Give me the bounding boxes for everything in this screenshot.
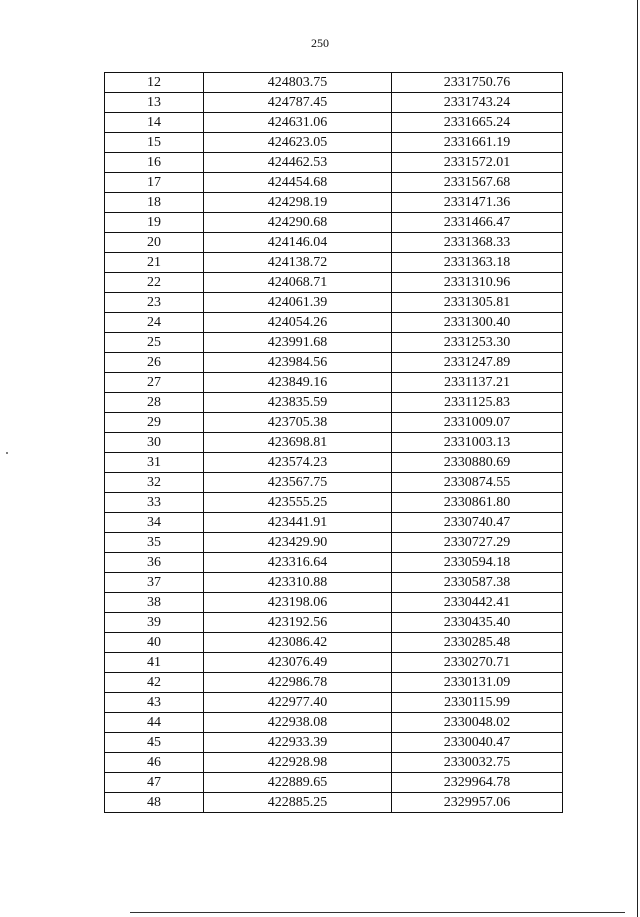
x-coordinate-value: 424623.05 [267,135,328,150]
x-coordinate-value: 423991.68 [267,335,328,350]
point-number-cell [105,433,204,453]
y-coordinate-cell [392,373,563,393]
point-number-cell [105,493,204,513]
y-coordinate-value: 2329957.06 [443,795,511,810]
x-coordinate-cell [204,453,392,473]
x-coordinate-cell [204,593,392,613]
x-coordinate-cell [204,473,392,493]
point-number-value: 20 [147,235,161,250]
point-number-cell [105,773,204,793]
point-number-value: 40 [147,635,161,650]
table-row [105,413,563,433]
y-coordinate-cell [392,693,563,713]
table-row [105,333,563,353]
y-coordinate-cell [392,133,563,153]
point-number-value: 48 [147,795,161,810]
y-coordinate-value: 2330131.09 [443,675,511,690]
point-number-cell [105,133,204,153]
table-row [105,153,563,173]
y-coordinate-value: 2330032.75 [443,755,511,770]
point-number-value: 45 [147,735,161,750]
point-number-cell [105,233,204,253]
x-coordinate-value: 423574.23 [267,455,328,470]
table-row [105,213,563,233]
y-coordinate-value: 2330874.55 [443,475,511,490]
point-number-cell [105,413,204,433]
point-number-value: 21 [147,255,161,270]
point-number-value: 29 [147,415,161,430]
point-number-value: 16 [147,155,161,170]
y-coordinate-value: 2331750.76 [443,75,511,90]
table-row [105,593,563,613]
y-coordinate-value: 2330861.80 [443,495,511,510]
x-coordinate-value: 424454.68 [267,175,328,190]
y-coordinate-cell [392,213,563,233]
y-coordinate-value: 2330040.47 [443,735,511,750]
x-coordinate-value: 423429.90 [267,535,328,550]
point-number-value: 36 [147,555,161,570]
y-coordinate-cell [392,273,563,293]
point-number-cell [105,453,204,473]
point-number-value: 33 [147,495,161,510]
x-coordinate-value: 423835.59 [267,395,328,410]
point-number-cell [105,173,204,193]
y-coordinate-cell [392,593,563,613]
x-coordinate-cell [204,133,392,153]
x-coordinate-cell [204,793,392,813]
x-coordinate-cell [204,713,392,733]
y-coordinate-value: 2331661.19 [443,135,511,150]
y-coordinate-cell [392,713,563,733]
point-number-value: 28 [147,395,161,410]
y-coordinate-value: 2331125.83 [444,395,510,410]
y-coordinate-cell [392,453,563,473]
y-coordinate-value: 2331009.07 [443,415,511,430]
coordinates-table-body [105,73,563,813]
y-coordinate-cell [392,653,563,673]
x-coordinate-value: 423705.38 [267,415,328,430]
y-coordinate-cell [392,73,563,93]
point-number-value: 14 [147,115,161,130]
x-coordinate-cell [204,93,392,113]
table-row [105,173,563,193]
x-coordinate-value: 422986.78 [267,675,328,690]
table-row [105,273,563,293]
point-number-value: 31 [147,455,161,470]
point-number-cell [105,293,204,313]
y-coordinate-value: 2331253.30 [443,335,511,350]
point-number-value: 46 [147,755,161,770]
point-number-cell [105,373,204,393]
x-coordinate-cell [204,153,392,173]
table-row [105,113,563,133]
x-coordinate-cell [204,293,392,313]
point-number-value: 26 [147,355,161,370]
x-coordinate-value: 424803.75 [267,75,328,90]
y-coordinate-value: 2331305.81 [443,295,511,310]
x-coordinate-cell [204,493,392,513]
x-coordinate-cell [204,393,392,413]
point-number-cell [105,353,204,373]
y-coordinate-value: 2331665.24 [443,115,511,130]
table-row [105,733,563,753]
point-number-cell [105,553,204,573]
point-number-value: 22 [147,275,161,290]
point-number-value: 32 [147,475,161,490]
x-coordinate-value: 424061.39 [267,295,328,310]
point-number-value: 19 [147,215,161,230]
point-number-cell [105,793,204,813]
x-coordinate-cell [204,513,392,533]
table-row [105,353,563,373]
coordinates-table [104,72,563,813]
y-coordinate-cell [392,393,563,413]
y-coordinate-value: 2330740.47 [443,515,511,530]
y-coordinate-value: 2331003.13 [443,435,511,450]
point-number-cell [105,673,204,693]
y-coordinate-cell [392,613,563,633]
table-row [105,313,563,333]
point-number-cell [105,753,204,773]
table-row [105,453,563,473]
x-coordinate-value: 422928.98 [267,755,328,770]
x-coordinate-value: 423316.64 [267,555,328,570]
point-number-cell [105,313,204,333]
point-number-value: 41 [147,655,161,670]
y-coordinate-cell [392,493,563,513]
y-coordinate-value: 2331466.47 [443,215,511,230]
y-coordinate-cell [392,333,563,353]
point-number-cell [105,613,204,633]
y-coordinate-cell [392,353,563,373]
x-coordinate-cell [204,633,392,653]
point-number-cell [105,733,204,753]
x-coordinate-value: 423192.56 [267,615,328,630]
point-number-cell [105,713,204,733]
x-coordinate-value: 424290.68 [267,215,328,230]
y-coordinate-cell [392,233,563,253]
table-row [105,93,563,113]
x-coordinate-cell [204,73,392,93]
point-number-value: 34 [147,515,161,530]
x-coordinate-cell [204,653,392,673]
x-coordinate-value: 423076.49 [267,655,328,670]
point-number-cell [105,473,204,493]
x-coordinate-cell [204,313,392,333]
x-coordinate-cell [204,533,392,553]
y-coordinate-value: 2330594.18 [443,555,511,570]
table-row [105,193,563,213]
x-coordinate-cell [204,733,392,753]
point-number-cell [105,533,204,553]
point-number-value: 18 [147,195,161,210]
table-row [105,713,563,733]
point-number-cell [105,393,204,413]
x-coordinate-value: 423698.81 [267,435,328,450]
table-row [105,473,563,493]
y-coordinate-value: 2330727.29 [443,535,511,550]
table-row [105,513,563,533]
point-number-value: 25 [147,335,161,350]
y-coordinate-value: 2331572.01 [443,155,511,170]
table-row [105,773,563,793]
x-coordinate-cell [204,233,392,253]
y-coordinate-value: 2331363.18 [443,255,511,270]
x-coordinate-cell [204,253,392,273]
x-coordinate-value: 422889.65 [267,775,328,790]
x-coordinate-cell [204,553,392,573]
x-coordinate-cell [204,773,392,793]
x-coordinate-value: 424146.04 [267,235,328,250]
table-row [105,753,563,773]
point-number-value: 17 [147,175,161,190]
point-number-value: 38 [147,595,161,610]
y-coordinate-value: 2331137.21 [444,375,510,390]
table-row [105,533,563,553]
y-coordinate-cell [392,633,563,653]
y-coordinate-cell [392,193,563,213]
y-coordinate-cell [392,173,563,193]
point-number-value: 37 [147,575,161,590]
scan-bottom-edge [130,912,625,913]
point-number-value: 27 [147,375,161,390]
y-coordinate-value: 2330115.99 [444,695,510,710]
y-coordinate-value: 2331368.33 [443,235,511,250]
table-row [105,553,563,573]
table-row [105,793,563,813]
x-coordinate-value: 422885.25 [267,795,328,810]
table-row [105,673,563,693]
y-coordinate-value: 2330435.40 [443,615,511,630]
point-number-value: 35 [147,535,161,550]
table-row [105,293,563,313]
point-number-cell [105,513,204,533]
point-number-cell [105,633,204,653]
point-number-value: 23 [147,295,161,310]
x-coordinate-cell [204,173,392,193]
x-coordinate-cell [204,673,392,693]
x-coordinate-value: 423441.91 [267,515,328,530]
y-coordinate-cell [392,573,563,593]
y-coordinate-cell [392,513,563,533]
x-coordinate-cell [204,753,392,773]
y-coordinate-cell [392,253,563,273]
x-coordinate-value: 423567.75 [267,475,328,490]
table-row [105,73,563,93]
x-coordinate-cell [204,613,392,633]
y-coordinate-cell [392,113,563,133]
x-coordinate-cell [204,273,392,293]
y-coordinate-cell [392,313,563,333]
point-number-cell [105,193,204,213]
x-coordinate-cell [204,353,392,373]
point-number-cell [105,113,204,133]
table-row [105,373,563,393]
x-coordinate-value: 423555.25 [267,495,328,510]
x-coordinate-cell [204,113,392,133]
table-row [105,233,563,253]
point-number-value: 13 [147,95,161,110]
x-coordinate-value: 422977.40 [267,695,328,710]
y-coordinate-value: 2331567.68 [443,175,511,190]
point-number-cell [105,593,204,613]
y-coordinate-value: 2331300.40 [443,315,511,330]
x-coordinate-value: 424054.26 [267,315,328,330]
x-coordinate-cell [204,333,392,353]
point-number-value: 39 [147,615,161,630]
point-number-cell [105,73,204,93]
y-coordinate-cell [392,153,563,173]
x-coordinate-cell [204,193,392,213]
y-coordinate-value: 2330880.69 [443,455,511,470]
x-coordinate-value: 424298.19 [267,195,328,210]
point-number-cell [105,213,204,233]
y-coordinate-cell [392,533,563,553]
x-coordinate-value: 423086.42 [267,635,328,650]
table-row [105,633,563,653]
x-coordinate-cell [204,573,392,593]
table-row [105,133,563,153]
x-coordinate-value: 424631.06 [267,115,328,130]
table-row [105,493,563,513]
x-coordinate-value: 423984.56 [267,355,328,370]
y-coordinate-cell [392,293,563,313]
y-coordinate-cell [392,673,563,693]
x-coordinate-value: 424068.71 [267,275,328,290]
point-number-value: 44 [147,715,161,730]
scan-right-edge [637,0,638,917]
point-number-value: 43 [147,695,161,710]
x-coordinate-value: 423310.88 [267,575,328,590]
y-coordinate-value: 2331743.24 [443,95,511,110]
point-number-value: 15 [147,135,161,150]
point-number-cell [105,253,204,273]
table-row [105,693,563,713]
y-coordinate-value: 2330270.71 [443,655,511,670]
y-coordinate-value: 2331247.89 [443,355,511,370]
table-row [105,573,563,593]
y-coordinate-cell [392,93,563,113]
point-number-cell [105,273,204,293]
x-coordinate-value: 424787.45 [267,95,328,110]
x-coordinate-cell [204,693,392,713]
margin-mark [6,452,8,454]
y-coordinate-value: 2331310.96 [443,275,511,290]
y-coordinate-cell [392,413,563,433]
table-row [105,613,563,633]
point-number-cell [105,153,204,173]
y-coordinate-value: 2330587.38 [443,575,511,590]
page-number: 250 [311,36,329,50]
x-coordinate-cell [204,413,392,433]
x-coordinate-value: 423849.16 [267,375,328,390]
point-number-cell [105,653,204,673]
x-coordinate-value: 422933.39 [267,735,328,750]
y-coordinate-value: 2330285.48 [443,635,511,650]
x-coordinate-value: 424462.53 [267,155,328,170]
point-number-value: 30 [147,435,161,450]
y-coordinate-cell [392,553,563,573]
point-number-value: 47 [147,775,161,790]
point-number-cell [105,693,204,713]
x-coordinate-value: 423198.06 [267,595,328,610]
x-coordinate-value: 424138.72 [267,255,328,270]
point-number-cell [105,573,204,593]
y-coordinate-cell [392,753,563,773]
point-number-value: 24 [147,315,161,330]
point-number-cell [105,333,204,353]
y-coordinate-value: 2330048.02 [443,715,511,730]
y-coordinate-value: 2329964.78 [443,775,511,790]
y-coordinate-cell [392,733,563,753]
table-row [105,653,563,673]
y-coordinate-cell [392,793,563,813]
x-coordinate-value: 422938.08 [267,715,328,730]
point-number-value: 12 [147,75,161,90]
x-coordinate-cell [204,433,392,453]
y-coordinate-value: 2330442.41 [443,595,511,610]
point-number-value: 42 [147,675,161,690]
table-row [105,393,563,413]
y-coordinate-cell [392,433,563,453]
y-coordinate-cell [392,773,563,793]
x-coordinate-cell [204,373,392,393]
y-coordinate-value: 2331471.36 [443,195,511,210]
point-number-cell [105,93,204,113]
table-row [105,433,563,453]
table-row [105,253,563,273]
x-coordinate-cell [204,213,392,233]
y-coordinate-cell [392,473,563,493]
